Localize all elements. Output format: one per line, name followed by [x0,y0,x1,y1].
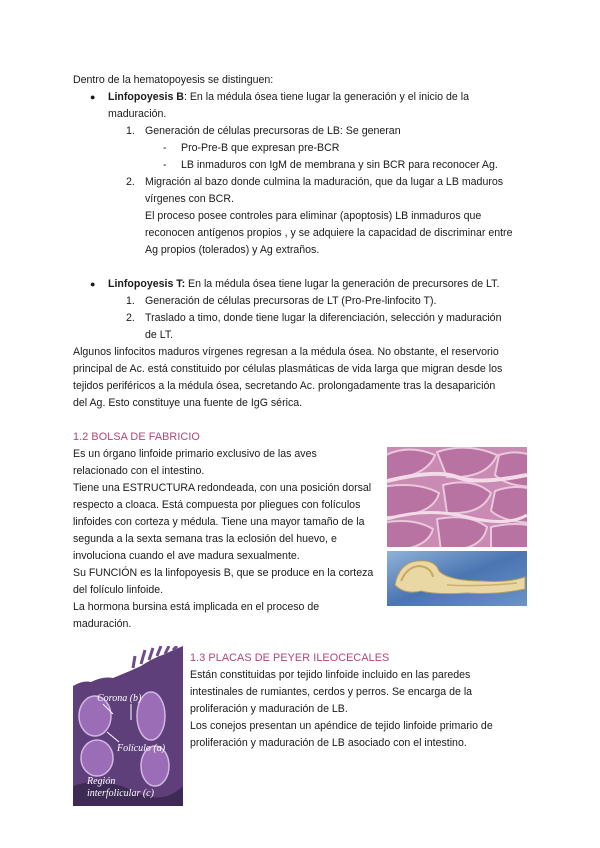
bullet-t-item2-line1: Traslado a timo, donde tiene lugar la diferenciación, selección y maduración [145,312,502,324]
label-corona: Corona (b) [97,693,142,704]
bullet-b-line-1 [108,90,469,104]
bursa-specimen-image [387,551,527,606]
bullet-b-text-1: : En la médula ósea tiene lugar la generación y el inicio de la [183,91,469,103]
label-region-1: Región [87,776,116,787]
bullet-b-item1-sub1: Pro-Pre-B que expresan pre-BCR [181,142,340,154]
bullet-b-item2-line3: El proceso posee controles para eliminar (apoptosis) LB inmaduros que [145,210,482,222]
bullet-t-item2-line2: de LT. [145,329,174,341]
fabricio-line: Su FUNCIÓN es la linfopoyesis B, que se produce en la corteza [73,567,374,579]
bullet-b-item1-sub2: LB inmaduros con IgM de membrana y sin BCR para reconocer Ag. [181,159,498,171]
peyer-line: intestinales de rumiantes, cerdos y perros. Se encarga de la [190,686,473,698]
section-heading-peyer: 1.3 PLACAS DE PEYER ILEOCECALES [190,652,390,664]
term-linfopoyesis-t: Linfopoyesis T: [108,278,186,290]
fabricio-line: Tiene una ESTRUCTURA redondeada, con una posición dorsal [73,482,372,494]
bullet-b-item2-line2: vírgenes con BCR. [145,193,234,205]
bullet-b-line-2: maduración. [108,108,167,120]
fabricio-line: del folículo linfoide. [73,584,164,596]
item-number: 2. [126,312,135,324]
fabricio-line: segunda a la sexta semana tras la eclosión del huevo, e [73,533,337,545]
fabricio-line: linfoides con corteza y médula. Tiene una mayor tamaño de la [73,516,365,528]
peyer-line: Están constituidas por tejido linfoide incluido en las paredes [190,669,471,681]
label-foliculo: Folículo (a) [117,743,166,754]
paragraph-line-4: del Ag. Esto constituye una fuente de IgG sérica. [73,397,303,409]
bursa-histology-image [387,447,527,547]
peyer-line: Los conejos presentan un apéndice de tejido linfoide primario de [190,720,493,732]
peyer-line: proliferación y maduración de LB. [190,703,348,715]
intro-text: Dentro de la hematopoyesis se distinguen: [73,74,274,86]
fabricio-line: relacionado con el intestino. [73,465,205,477]
bullet-b-item2-line4: reconocen antígenos propios , y se adquiere la capacidad de discriminar entre [145,227,513,239]
item-number: 2. [126,176,135,188]
fabricio-line: involuciona cuando el ave madura sexualmente. [73,550,300,562]
fabricio-line: Es un órgano linfoide primario exclusivo de las aves [73,448,317,460]
bullet-b-item2-line1: Migración al bazo donde culmina la maduración, que da lugar a LB maduros [145,176,504,188]
dash-marker: - [163,142,167,154]
bullet-b-item2-line5: Ag propios (tolerados) y Ag extraños. [145,244,320,256]
peyer-patch-histology-image [73,646,183,806]
bullet-t-item1-text: Generación de células precursoras de LT (Pro-Pre-linfocito T). [145,295,437,307]
item-number: 1. [126,295,135,307]
bullet-dot: ● [90,279,96,289]
fabricio-line: maduración. [73,618,132,630]
fabricio-line: respecto a cloaca. Está compuesta por pliegues con folículos [73,499,361,511]
bullet-t-line [108,277,499,291]
paragraph-line-2: principal de Ac. está constituido por células plasmáticas de vida larga que migran desde los [73,363,503,375]
peyer-line: proliferación y maduración de LB asociado con el intestino. [190,737,467,749]
label-region-2: interfolicular (c) [87,788,154,799]
bullet-dot: ● [90,92,96,102]
fabricio-line: La hormona bursina está implicada en el proceso de [73,601,320,613]
item-number: 1. [126,125,135,137]
bullet-b-item1-text: Generación de células precursoras de LB: Se generan [145,125,401,137]
bullet-t-text: En la médula ósea tiene lugar la generación de precursores de LT. [185,278,500,290]
paragraph-line-1: Algunos linfocitos maduros vírgenes regresan a la médula ósea. No obstante, el reservorio [73,346,499,358]
paragraph-line-3: tejidos periféricos a la médula ósea, secretando Ac. prolongadamente tras la desaparición [73,380,496,392]
term-linfopoyesis-b: Linfopoyesis B [108,91,184,103]
section-heading-fabricio: 1.2 BOLSA DE FABRICIO [73,431,200,443]
dash-marker: - [163,159,167,171]
